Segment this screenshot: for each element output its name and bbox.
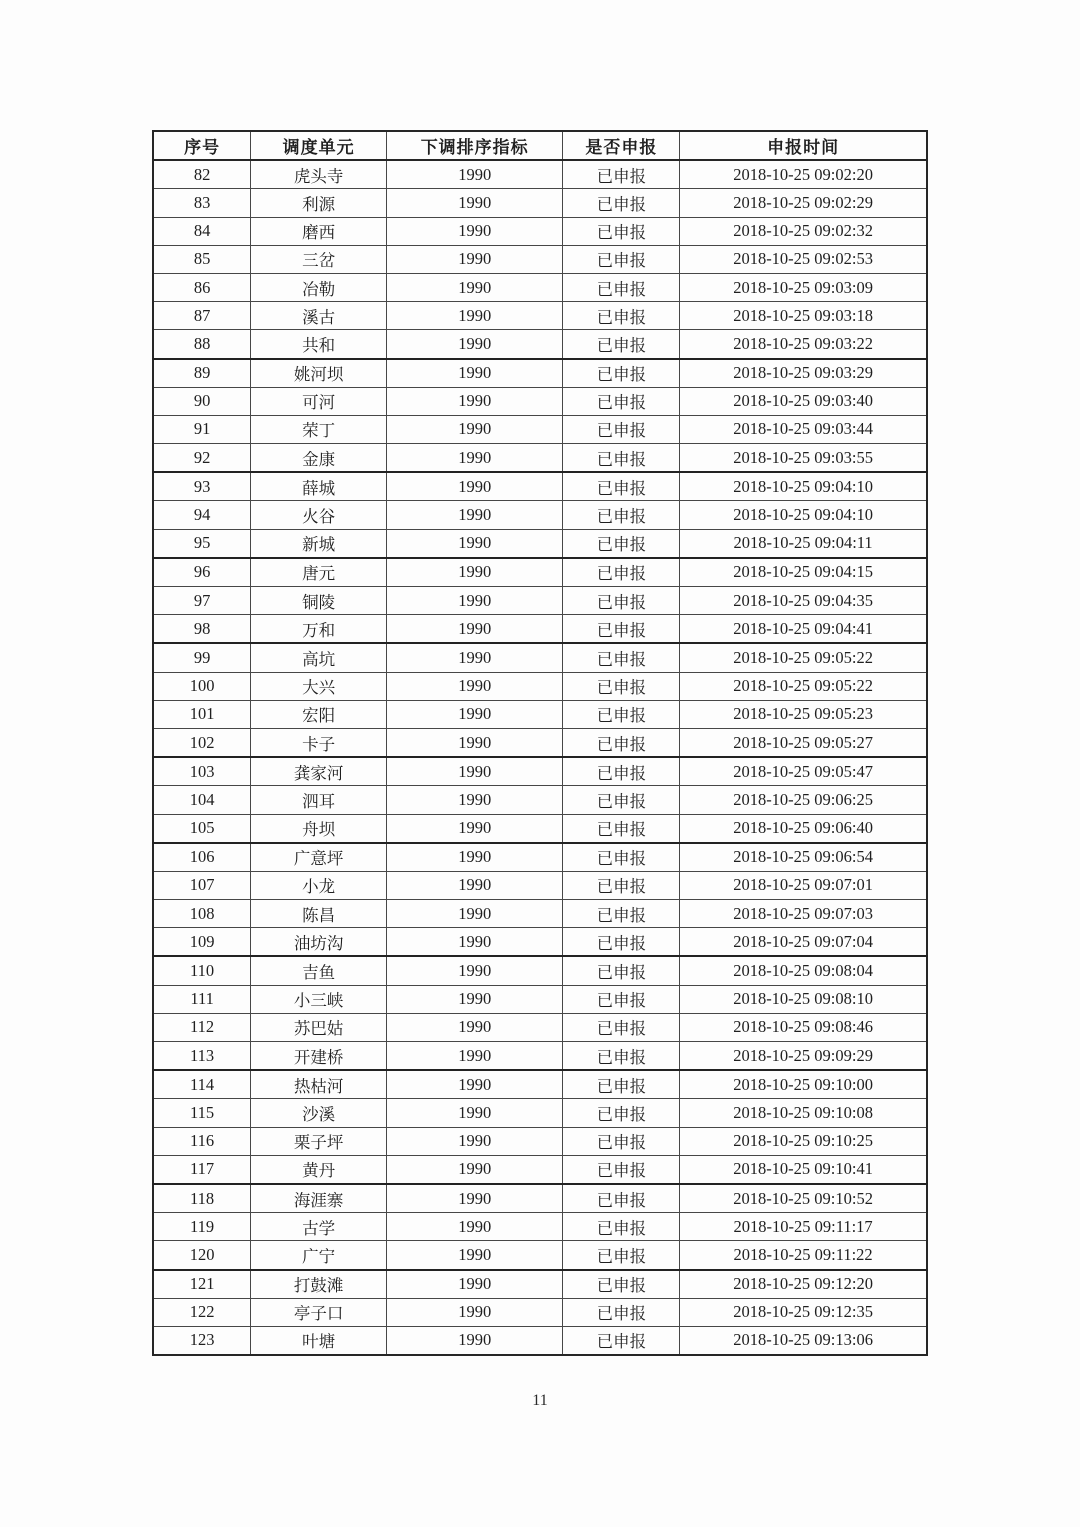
cell-indicator: 1990 (386, 871, 563, 899)
cell-serial: 112 (153, 1013, 251, 1041)
table-row (153, 1241, 927, 1270)
cell-time: 2018-10-25 09:02:29 (680, 189, 927, 217)
header-dispatch-unit: 调度单元 (251, 131, 387, 160)
cell-indicator: 1990 (386, 956, 563, 985)
cell-unit: 开建桥 (251, 1042, 387, 1071)
cell-unit: 海涯寨 (251, 1184, 387, 1213)
cell-indicator: 1990 (386, 1213, 563, 1241)
table-row (153, 700, 927, 728)
cell-indicator: 1990 (386, 1298, 563, 1326)
cell-declared: 已申报 (563, 786, 680, 814)
cell-indicator: 1990 (386, 330, 563, 359)
cell-time: 2018-10-25 09:04:10 (680, 501, 927, 529)
cell-time: 2018-10-25 09:05:22 (680, 672, 927, 700)
cell-serial: 115 (153, 1099, 251, 1127)
cell-indicator: 1990 (386, 444, 563, 473)
cell-time: 2018-10-25 09:10:41 (680, 1155, 927, 1184)
cell-time: 2018-10-25 09:03:09 (680, 273, 927, 301)
cell-unit: 热枯河 (251, 1070, 387, 1099)
cell-time: 2018-10-25 09:05:27 (680, 728, 927, 757)
cell-serial: 87 (153, 302, 251, 330)
cell-unit: 三岔 (251, 245, 387, 273)
cell-time: 2018-10-25 09:11:17 (680, 1213, 927, 1241)
cell-declared: 已申报 (563, 160, 680, 189)
cell-serial: 90 (153, 387, 251, 415)
cell-unit: 冶勒 (251, 273, 387, 301)
table-row (153, 472, 927, 501)
cell-declared: 已申报 (563, 1042, 680, 1071)
cell-indicator: 1990 (386, 1155, 563, 1184)
cell-declared: 已申报 (563, 444, 680, 473)
cell-declared: 已申报 (563, 359, 680, 388)
table-row (153, 672, 927, 700)
cell-time: 2018-10-25 09:04:15 (680, 558, 927, 587)
table-row (153, 728, 927, 757)
cell-unit: 大兴 (251, 672, 387, 700)
cell-declared: 已申报 (563, 302, 680, 330)
table-row (153, 786, 927, 814)
cell-serial: 114 (153, 1070, 251, 1099)
cell-serial: 93 (153, 472, 251, 501)
cell-serial: 116 (153, 1127, 251, 1155)
cell-indicator: 1990 (386, 1099, 563, 1127)
cell-time: 2018-10-25 09:05:22 (680, 643, 927, 672)
cell-unit: 栗子坪 (251, 1127, 387, 1155)
cell-indicator: 1990 (386, 387, 563, 415)
cell-unit: 溪古 (251, 302, 387, 330)
cell-indicator: 1990 (386, 501, 563, 529)
cell-serial: 91 (153, 415, 251, 443)
cell-declared: 已申报 (563, 643, 680, 672)
table-row (153, 587, 927, 615)
cell-serial: 106 (153, 843, 251, 872)
cell-time: 2018-10-25 09:12:35 (680, 1298, 927, 1326)
cell-indicator: 1990 (386, 900, 563, 928)
cell-serial: 104 (153, 786, 251, 814)
cell-declared: 已申报 (563, 728, 680, 757)
cell-unit: 共和 (251, 330, 387, 359)
cell-indicator: 1990 (386, 1013, 563, 1041)
cell-declared: 已申报 (563, 843, 680, 872)
cell-unit: 姚河坝 (251, 359, 387, 388)
cell-serial: 108 (153, 900, 251, 928)
cell-unit: 荣丁 (251, 415, 387, 443)
cell-declared: 已申报 (563, 1241, 680, 1270)
cell-time: 2018-10-25 09:10:25 (680, 1127, 927, 1155)
cell-unit: 油坊沟 (251, 928, 387, 957)
cell-time: 2018-10-25 09:06:40 (680, 814, 927, 843)
table-row (153, 273, 927, 301)
cell-serial: 83 (153, 189, 251, 217)
table-row (153, 1070, 927, 1099)
cell-time: 2018-10-25 09:10:08 (680, 1099, 927, 1127)
cell-unit: 小三峡 (251, 985, 387, 1013)
table-row (153, 160, 927, 189)
cell-serial: 96 (153, 558, 251, 587)
cell-time: 2018-10-25 09:04:11 (680, 529, 927, 558)
cell-time: 2018-10-25 09:11:22 (680, 1241, 927, 1270)
cell-serial: 86 (153, 273, 251, 301)
header-declaration-time: 申报时间 (680, 131, 927, 160)
declaration-table (152, 130, 928, 1356)
cell-time: 2018-10-25 09:03:22 (680, 330, 927, 359)
cell-serial: 111 (153, 985, 251, 1013)
cell-indicator: 1990 (386, 189, 563, 217)
table-row (153, 189, 927, 217)
cell-indicator: 1990 (386, 217, 563, 245)
cell-indicator: 1990 (386, 273, 563, 301)
cell-indicator: 1990 (386, 1326, 563, 1355)
table-row (153, 245, 927, 273)
cell-serial: 94 (153, 501, 251, 529)
cell-time: 2018-10-25 09:03:40 (680, 387, 927, 415)
cell-serial: 98 (153, 615, 251, 644)
page-number: 11 (532, 1392, 548, 1409)
cell-indicator: 1990 (386, 1042, 563, 1071)
cell-indicator: 1990 (386, 786, 563, 814)
cell-declared: 已申报 (563, 1013, 680, 1041)
cell-declared: 已申报 (563, 956, 680, 985)
header-downsort-indicator: 下调排序指标 (386, 131, 563, 160)
cell-declared: 已申报 (563, 387, 680, 415)
cell-unit: 沙溪 (251, 1099, 387, 1127)
cell-serial: 92 (153, 444, 251, 473)
cell-unit: 古学 (251, 1213, 387, 1241)
cell-time: 2018-10-25 09:03:18 (680, 302, 927, 330)
cell-serial: 107 (153, 871, 251, 899)
table-row (153, 302, 927, 330)
cell-declared: 已申报 (563, 587, 680, 615)
table-row (153, 1155, 927, 1184)
cell-time: 2018-10-25 09:02:20 (680, 160, 927, 189)
cell-unit: 龚家河 (251, 757, 387, 786)
table-row (153, 900, 927, 928)
cell-unit: 吉鱼 (251, 956, 387, 985)
table-row (153, 843, 927, 872)
cell-serial: 120 (153, 1241, 251, 1270)
cell-unit: 陈昌 (251, 900, 387, 928)
cell-time: 2018-10-25 09:03:29 (680, 359, 927, 388)
table-row (153, 529, 927, 558)
table-row (153, 217, 927, 245)
table-row (153, 928, 927, 957)
cell-serial: 103 (153, 757, 251, 786)
cell-time: 2018-10-25 09:04:41 (680, 615, 927, 644)
cell-declared: 已申报 (563, 273, 680, 301)
table-row (153, 1127, 927, 1155)
cell-indicator: 1990 (386, 757, 563, 786)
cell-declared: 已申报 (563, 1070, 680, 1099)
cell-declared: 已申报 (563, 1155, 680, 1184)
table-header-row (153, 131, 927, 160)
table-row (153, 1013, 927, 1041)
cell-serial: 99 (153, 643, 251, 672)
cell-declared: 已申报 (563, 672, 680, 700)
table-row (153, 1326, 927, 1355)
table-row (153, 415, 927, 443)
cell-declared: 已申报 (563, 871, 680, 899)
cell-indicator: 1990 (386, 558, 563, 587)
table-row (153, 558, 927, 587)
cell-serial: 100 (153, 672, 251, 700)
table-row (153, 359, 927, 388)
cell-declared: 已申报 (563, 558, 680, 587)
cell-serial: 117 (153, 1155, 251, 1184)
cell-serial: 84 (153, 217, 251, 245)
cell-time: 2018-10-25 09:05:23 (680, 700, 927, 728)
table-row (153, 985, 927, 1013)
cell-declared: 已申报 (563, 985, 680, 1013)
cell-unit: 利源 (251, 189, 387, 217)
cell-serial: 122 (153, 1298, 251, 1326)
table-row (153, 330, 927, 359)
cell-unit: 广宁 (251, 1241, 387, 1270)
cell-unit: 火谷 (251, 501, 387, 529)
cell-indicator: 1990 (386, 415, 563, 443)
cell-declared: 已申报 (563, 757, 680, 786)
cell-time: 2018-10-25 09:04:10 (680, 472, 927, 501)
cell-unit: 亭子口 (251, 1298, 387, 1326)
cell-declared: 已申报 (563, 900, 680, 928)
cell-serial: 109 (153, 928, 251, 957)
cell-serial: 113 (153, 1042, 251, 1071)
cell-indicator: 1990 (386, 302, 563, 330)
cell-indicator: 1990 (386, 728, 563, 757)
cell-serial: 88 (153, 330, 251, 359)
cell-serial: 119 (153, 1213, 251, 1241)
table-row (153, 1298, 927, 1326)
header-declared-status: 是否申报 (563, 131, 680, 160)
table-row (153, 1042, 927, 1071)
cell-indicator: 1990 (386, 615, 563, 644)
cell-indicator: 1990 (386, 643, 563, 672)
cell-indicator: 1990 (386, 1270, 563, 1299)
cell-declared: 已申报 (563, 1099, 680, 1127)
cell-declared: 已申报 (563, 1184, 680, 1213)
cell-serial: 102 (153, 728, 251, 757)
cell-unit: 叶塘 (251, 1326, 387, 1355)
cell-declared: 已申报 (563, 1127, 680, 1155)
cell-serial: 89 (153, 359, 251, 388)
table-body (153, 160, 927, 1355)
table-row (153, 1270, 927, 1299)
cell-declared: 已申报 (563, 814, 680, 843)
cell-unit: 铜陵 (251, 587, 387, 615)
cell-unit: 虎头寺 (251, 160, 387, 189)
cell-declared: 已申报 (563, 1270, 680, 1299)
cell-declared: 已申报 (563, 472, 680, 501)
cell-indicator: 1990 (386, 529, 563, 558)
cell-unit: 薛城 (251, 472, 387, 501)
cell-time: 2018-10-25 09:08:04 (680, 956, 927, 985)
table-row (153, 643, 927, 672)
cell-unit: 可河 (251, 387, 387, 415)
cell-unit: 唐元 (251, 558, 387, 587)
cell-indicator: 1990 (386, 814, 563, 843)
cell-serial: 97 (153, 587, 251, 615)
cell-unit: 舟坝 (251, 814, 387, 843)
cell-indicator: 1990 (386, 1127, 563, 1155)
table-row (153, 501, 927, 529)
cell-unit: 泗耳 (251, 786, 387, 814)
cell-unit: 苏巴姑 (251, 1013, 387, 1041)
cell-indicator: 1990 (386, 1184, 563, 1213)
cell-unit: 高坑 (251, 643, 387, 672)
cell-time: 2018-10-25 09:06:25 (680, 786, 927, 814)
cell-unit: 小龙 (251, 871, 387, 899)
cell-indicator: 1990 (386, 1070, 563, 1099)
cell-serial: 123 (153, 1326, 251, 1355)
cell-unit: 金康 (251, 444, 387, 473)
cell-declared: 已申报 (563, 415, 680, 443)
cell-unit: 磨西 (251, 217, 387, 245)
table-row (153, 956, 927, 985)
table-row (153, 757, 927, 786)
cell-declared: 已申报 (563, 217, 680, 245)
cell-declared: 已申报 (563, 501, 680, 529)
cell-time: 2018-10-25 09:07:01 (680, 871, 927, 899)
cell-serial: 95 (153, 529, 251, 558)
table-row (153, 1099, 927, 1127)
cell-indicator: 1990 (386, 700, 563, 728)
cell-indicator: 1990 (386, 359, 563, 388)
cell-indicator: 1990 (386, 245, 563, 273)
cell-serial: 85 (153, 245, 251, 273)
cell-indicator: 1990 (386, 985, 563, 1013)
cell-declared: 已申报 (563, 330, 680, 359)
table-row (153, 444, 927, 473)
cell-time: 2018-10-25 09:03:55 (680, 444, 927, 473)
cell-time: 2018-10-25 09:08:46 (680, 1013, 927, 1041)
cell-time: 2018-10-25 09:06:54 (680, 843, 927, 872)
cell-time: 2018-10-25 09:12:20 (680, 1270, 927, 1299)
cell-time: 2018-10-25 09:05:47 (680, 757, 927, 786)
cell-indicator: 1990 (386, 160, 563, 189)
cell-time: 2018-10-25 09:02:53 (680, 245, 927, 273)
cell-unit: 新城 (251, 529, 387, 558)
cell-serial: 105 (153, 814, 251, 843)
cell-time: 2018-10-25 09:09:29 (680, 1042, 927, 1071)
cell-time: 2018-10-25 09:13:06 (680, 1326, 927, 1355)
cell-time: 2018-10-25 09:08:10 (680, 985, 927, 1013)
cell-declared: 已申报 (563, 700, 680, 728)
table-row (153, 615, 927, 644)
cell-unit: 打鼓滩 (251, 1270, 387, 1299)
cell-declared: 已申报 (563, 615, 680, 644)
cell-serial: 101 (153, 700, 251, 728)
cell-serial: 121 (153, 1270, 251, 1299)
cell-time: 2018-10-25 09:02:32 (680, 217, 927, 245)
cell-declared: 已申报 (563, 1326, 680, 1355)
cell-indicator: 1990 (386, 672, 563, 700)
cell-time: 2018-10-25 09:10:52 (680, 1184, 927, 1213)
cell-indicator: 1990 (386, 843, 563, 872)
cell-indicator: 1990 (386, 472, 563, 501)
cell-unit: 宏阳 (251, 700, 387, 728)
cell-declared: 已申报 (563, 928, 680, 957)
table-row (153, 387, 927, 415)
table-row (153, 814, 927, 843)
cell-declared: 已申报 (563, 1213, 680, 1241)
cell-indicator: 1990 (386, 1241, 563, 1270)
table-row (153, 871, 927, 899)
table-row (153, 1213, 927, 1241)
cell-serial: 110 (153, 956, 251, 985)
cell-declared: 已申报 (563, 1298, 680, 1326)
cell-time: 2018-10-25 09:07:04 (680, 928, 927, 957)
cell-time: 2018-10-25 09:10:00 (680, 1070, 927, 1099)
cell-serial: 82 (153, 160, 251, 189)
cell-indicator: 1990 (386, 587, 563, 615)
cell-declared: 已申报 (563, 529, 680, 558)
cell-declared: 已申报 (563, 245, 680, 273)
cell-serial: 118 (153, 1184, 251, 1213)
cell-time: 2018-10-25 09:07:03 (680, 900, 927, 928)
cell-unit: 万和 (251, 615, 387, 644)
cell-unit: 黄丹 (251, 1155, 387, 1184)
cell-time: 2018-10-25 09:03:44 (680, 415, 927, 443)
cell-declared: 已申报 (563, 189, 680, 217)
cell-unit: 广意坪 (251, 843, 387, 872)
cell-unit: 卡子 (251, 728, 387, 757)
header-serial-number: 序号 (153, 131, 251, 160)
table-row (153, 1184, 927, 1213)
cell-time: 2018-10-25 09:04:35 (680, 587, 927, 615)
cell-indicator: 1990 (386, 928, 563, 957)
